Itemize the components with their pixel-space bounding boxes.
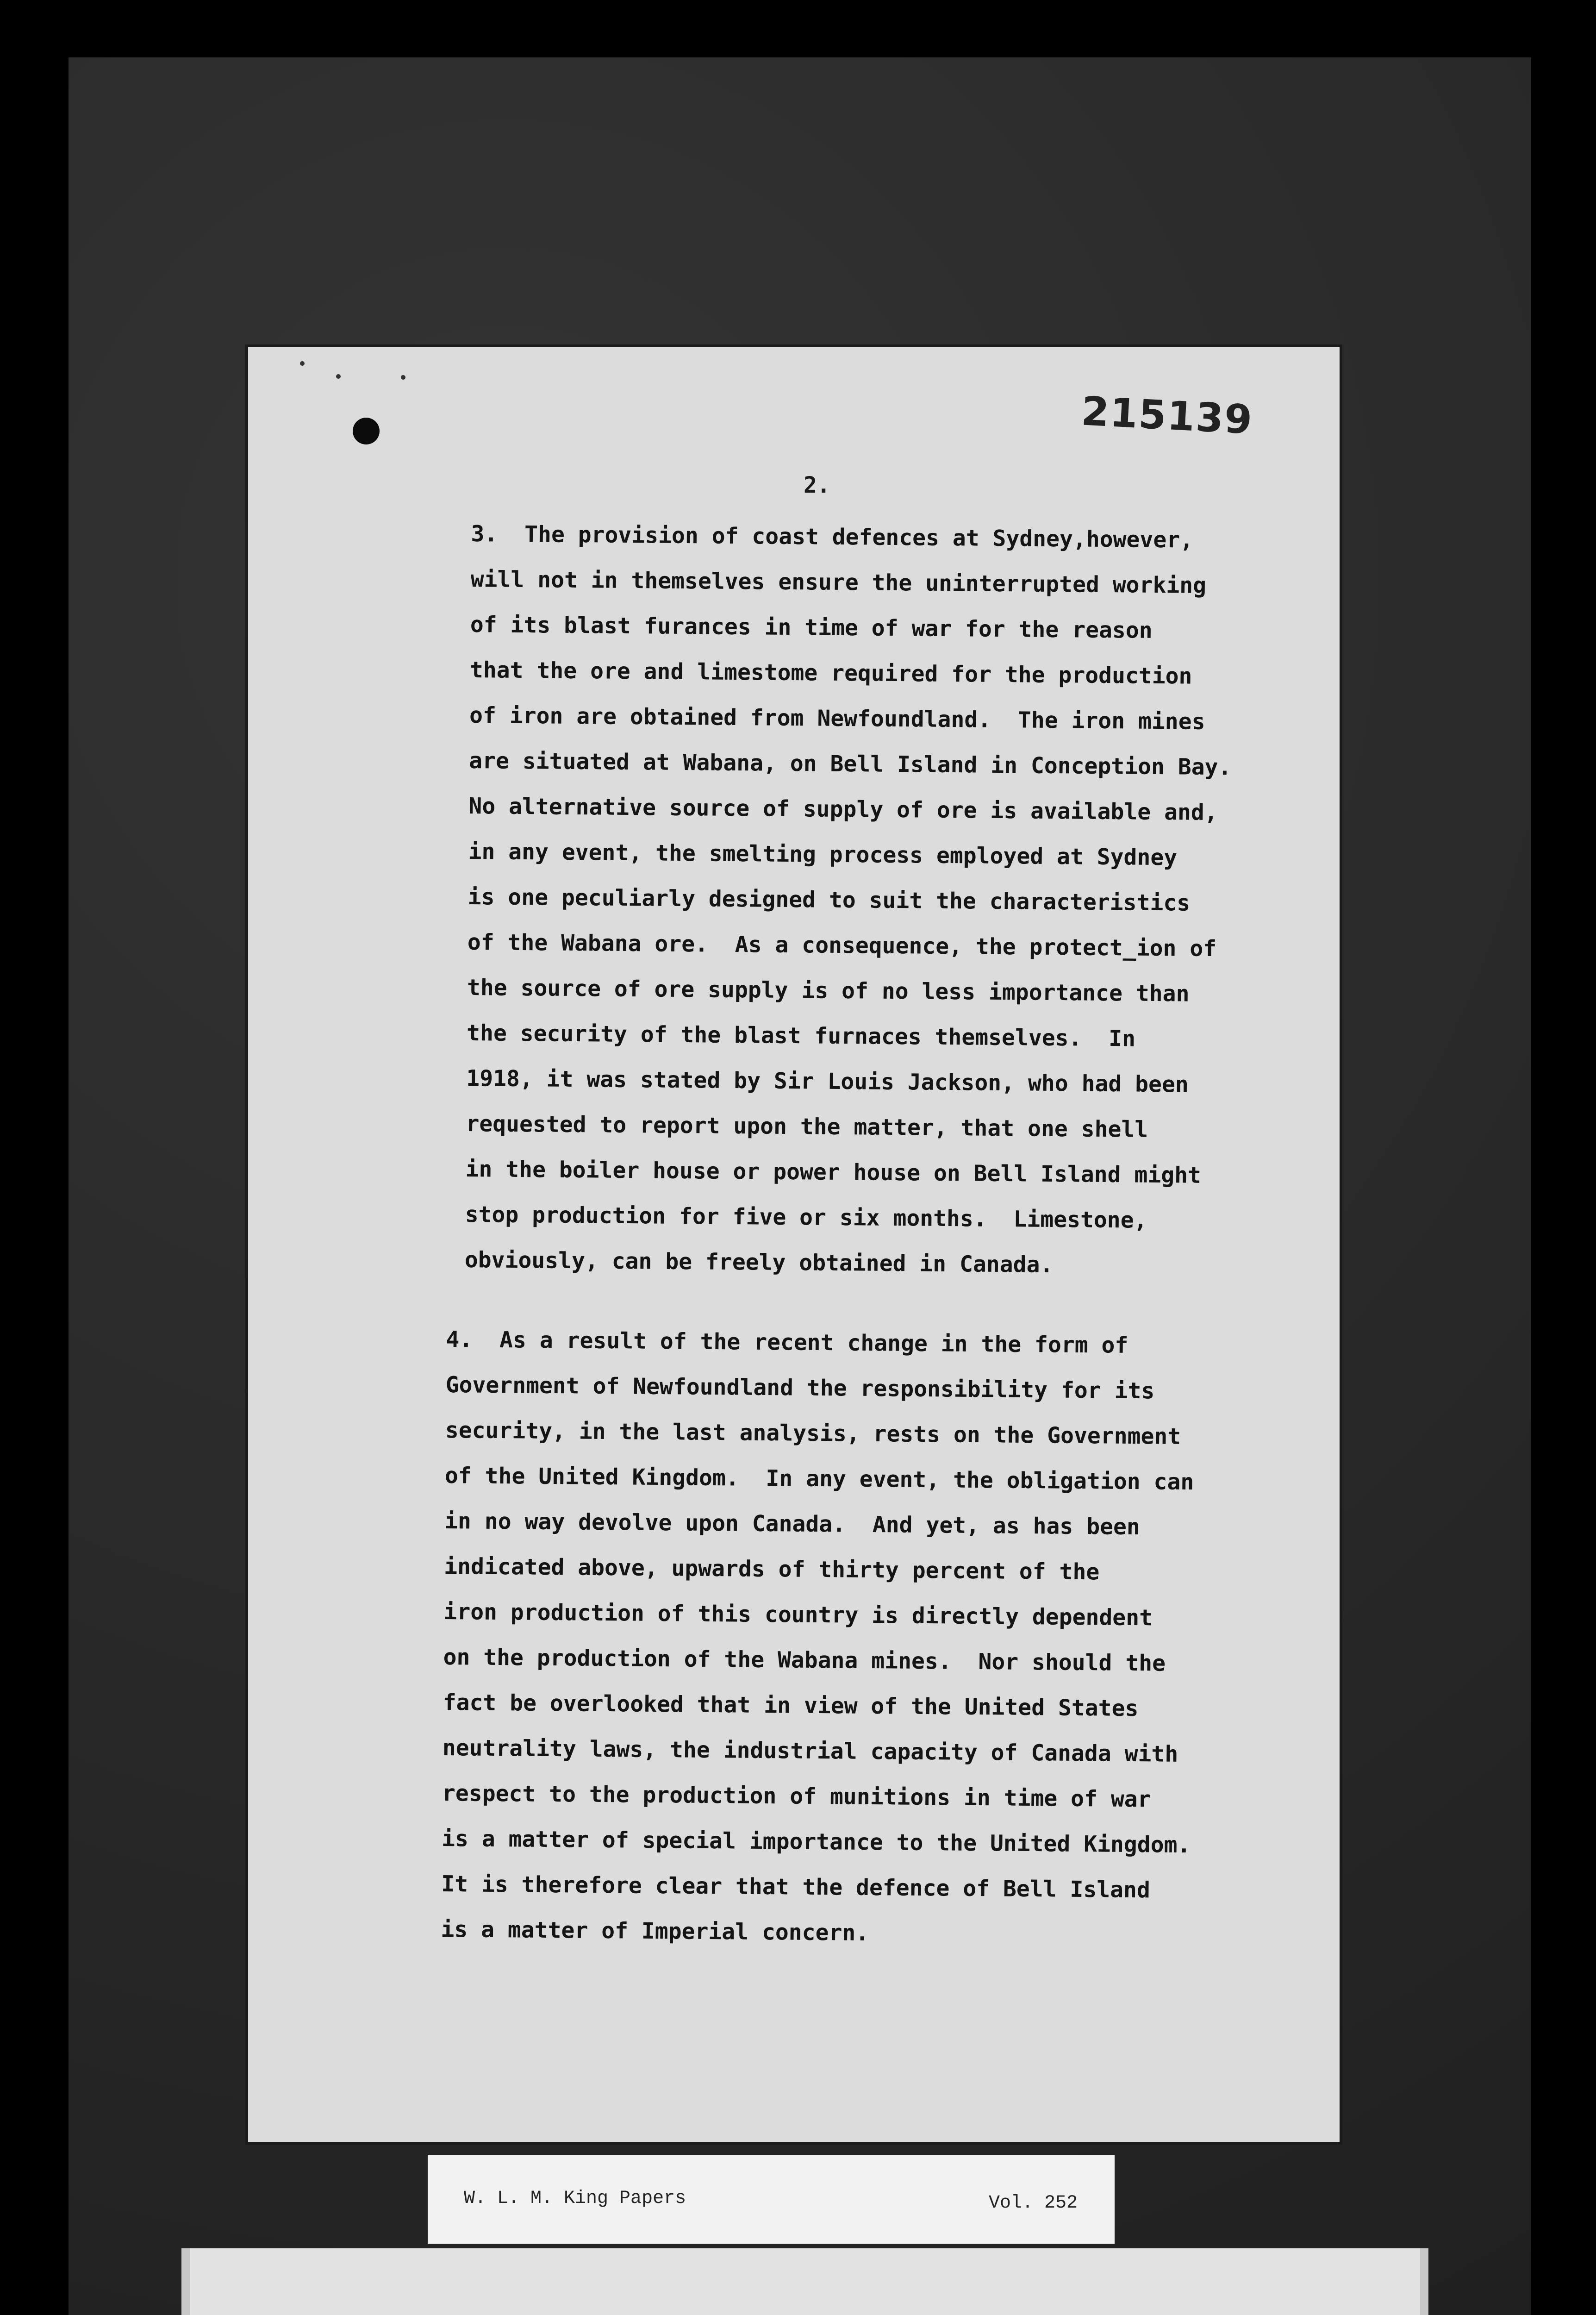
- collection-name: W. L. M. King Papers: [464, 2188, 686, 2209]
- text-line: obviously, can be freely obtained in Canada.: [464, 1246, 1054, 1278]
- text-line: in any event, the smelting process employed at Sydney: [468, 838, 1178, 871]
- paragraph-3: [464, 511, 1234, 1289]
- volume-number: Vol. 252: [989, 2193, 1078, 2214]
- text-line: 1918, it was stated by Sir Louis Jackson, who had been: [466, 1065, 1189, 1098]
- text-line: is a matter of Imperial concern.: [441, 1916, 869, 1946]
- text-line: the security of the blast furnaces themselves. In: [466, 1020, 1136, 1052]
- typed-document-page: [248, 347, 1340, 2142]
- text-line: of the Wabana ore. As a consequence, the protect_ion of: [467, 929, 1217, 962]
- text-line: the source of ore supply is of no less importance than: [467, 974, 1190, 1007]
- speck: [336, 374, 341, 379]
- speck: [401, 375, 405, 380]
- collection-label: [428, 2155, 1115, 2244]
- text-line: is a matter of special importance to the United Kingdom.: [441, 1825, 1191, 1858]
- speck: [300, 361, 305, 366]
- text-line: requested to report upon the matter, that one shell: [466, 1110, 1148, 1143]
- text-line: of its blast furances in time of war for the reason: [470, 611, 1153, 644]
- page-number: 2.: [804, 472, 830, 498]
- text-line: iron production of this country is directly dependent: [443, 1598, 1153, 1631]
- text-line: stop production for five or six months. Limestone,: [465, 1201, 1147, 1233]
- document-number: 215139: [1080, 388, 1254, 444]
- text-line: are situated at Wabana, on Bell Island in Conception Bay.: [469, 747, 1232, 781]
- text-line: No alternative source of supply of ore is available and,: [468, 793, 1218, 826]
- text-line: neutrality laws, the industrial capacity of Canada with: [442, 1734, 1178, 1767]
- text-line: 3. The provision of coast defences at Sydney,however,: [471, 520, 1194, 553]
- text-line: in no way devolve upon Canada. And yet, as has been: [444, 1508, 1141, 1540]
- text-line: of iron are obtained from Newfoundland. The iron mines: [469, 702, 1205, 735]
- text-line: security, in the last analysis, rests on the Government: [445, 1417, 1181, 1450]
- archive-card: [181, 2248, 1428, 2315]
- text-line: fact be overlooked that in view of the United States: [443, 1689, 1139, 1722]
- text-line: It is therefore clear that the defence of Bell Island: [441, 1871, 1151, 1903]
- text-line: respect to the production of munitions in time of war: [442, 1780, 1151, 1813]
- paragraph-4: [441, 1317, 1195, 1958]
- text-line: of the United Kingdom. In any event, the obligation can: [444, 1462, 1194, 1495]
- text-line: is one peculiarly designed to suit the characteristics: [468, 883, 1191, 916]
- text-line: on the production of the Wabana mines. Nor should the: [443, 1644, 1166, 1677]
- text-line: in the boiler house or power house on Bell Island might: [465, 1156, 1202, 1189]
- text-line: will not in themselves ensure the uninterrupted working: [470, 566, 1207, 599]
- text-line: Government of Newfoundland the responsibility for its: [445, 1371, 1155, 1404]
- text-line: 4. As a result of the recent change in the form of: [446, 1326, 1128, 1358]
- punch-hole: [353, 418, 380, 444]
- text-line: indicated above, upwards of thirty percent of the: [444, 1553, 1100, 1585]
- text-line: that the ore and limestome required for the production: [469, 657, 1192, 689]
